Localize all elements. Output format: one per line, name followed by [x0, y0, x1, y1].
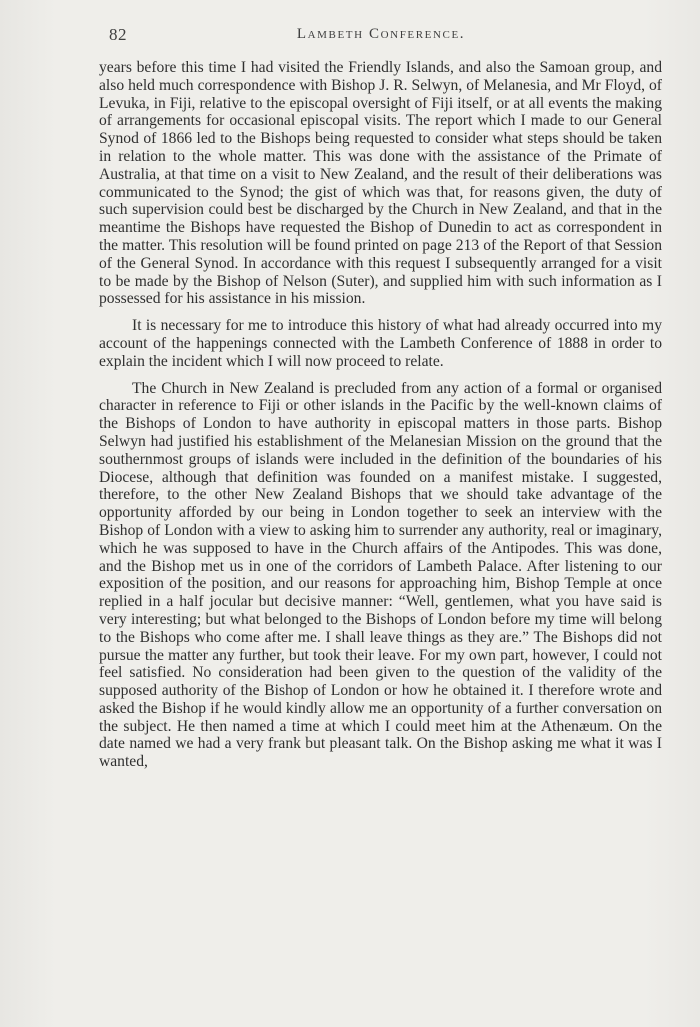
paragraph-history-note: It is necessary for me to introduce this history of what had already occurred into my account of the happenings connected with the Lambeth Conference of 1888 in order to explain the incident which I will now proceed to relate.: [99, 317, 662, 370]
body-text: [99, 59, 662, 771]
running-title: Lambeth Conference.: [296, 26, 466, 42]
paragraph-church-new-zealand: The Church in New Zealand is precluded from any action of a formal or organised character in reference to Fiji or other islands in the Pacific by the well-known claims of the Bishops of London to have authority in episcopal matters in those parts. Bishop Selwyn had justified his establishment of the Melanesian Mission on the ground that the southernmost groups of islands were included in the definition of the boundaries of his Diocese, although that definition was founded on a manifest mistake. I suggested, therefore, to the other New Zealand Bishops that we should take advantage of the opportunity afforded by our being in London together to seek an interview with the Bishop of London with a view to asking him to surrender any authority, real or imaginary, which he was supposed to have in the Church affairs of the Antipodes. This was done, and the Bishop met us in one of the corridors of Lambeth Palace. After listening to our exposition of the position, and our reasons for approaching him, Bishop Temple at once replied in a half jocular but decisive manner: “Well, gentlemen, what you have said is very interesting; but what belonged to the Bishops of London before my time will belong to the Bishops who come after me. I shall leave things as they are.” The Bishops did not pursue the matter any further, but took their leave. For my own part, however, I could not feel satisfied. No consideration had been given to the question of the validity of the supposed authority of the Bishop of London or how he obtained it. I therefore wrote and asked the Bishop if he would kindly allow me an opportunity of a further conversation on the subject. He then named a time at which I could meet him at the Athenæum. On the date named we had a very frank but pleasant talk. On the Bishop asking me what it was I wanted,: [99, 379, 662, 771]
page-number: 82: [109, 25, 127, 44]
paragraph-continuation: years before this time I had visited the Friendly Islands, and also the Samoan group, and also held much correspondence with Bishop J. R. Selwyn, of Melanesia, and Mr Floyd, of Levuka, in Fiji, relative to the episcopal oversight of Fiji itself, or at all events the making of arrangements for occasional episcopal visits. The report which I made to our General Synod of 1866 led to the Bishops being requested to consider what steps should be taken in relation to the whole matter. This was done with the assistance of the Primate of Australia, at that time on a visit to New Zealand, and the result of their deliberations was communicated to the Synod; the gist of which was that, for reasons given, the duty of such supervision could best be discharged by the Church in New Zealand, and that in the meantime the Bishops have requested the Bishop of Dunedin to act as correspondent in the matter. This resolution will be found printed on page 213 of the Report of that Session of the General Synod. In accordance with this request I subsequently arranged for a visit to be made by the Bishop of Nelson (Suter), and supplied him with such information as I possessed for his assistance in his mission.: [99, 59, 662, 308]
page-header: [100, 23, 662, 49]
